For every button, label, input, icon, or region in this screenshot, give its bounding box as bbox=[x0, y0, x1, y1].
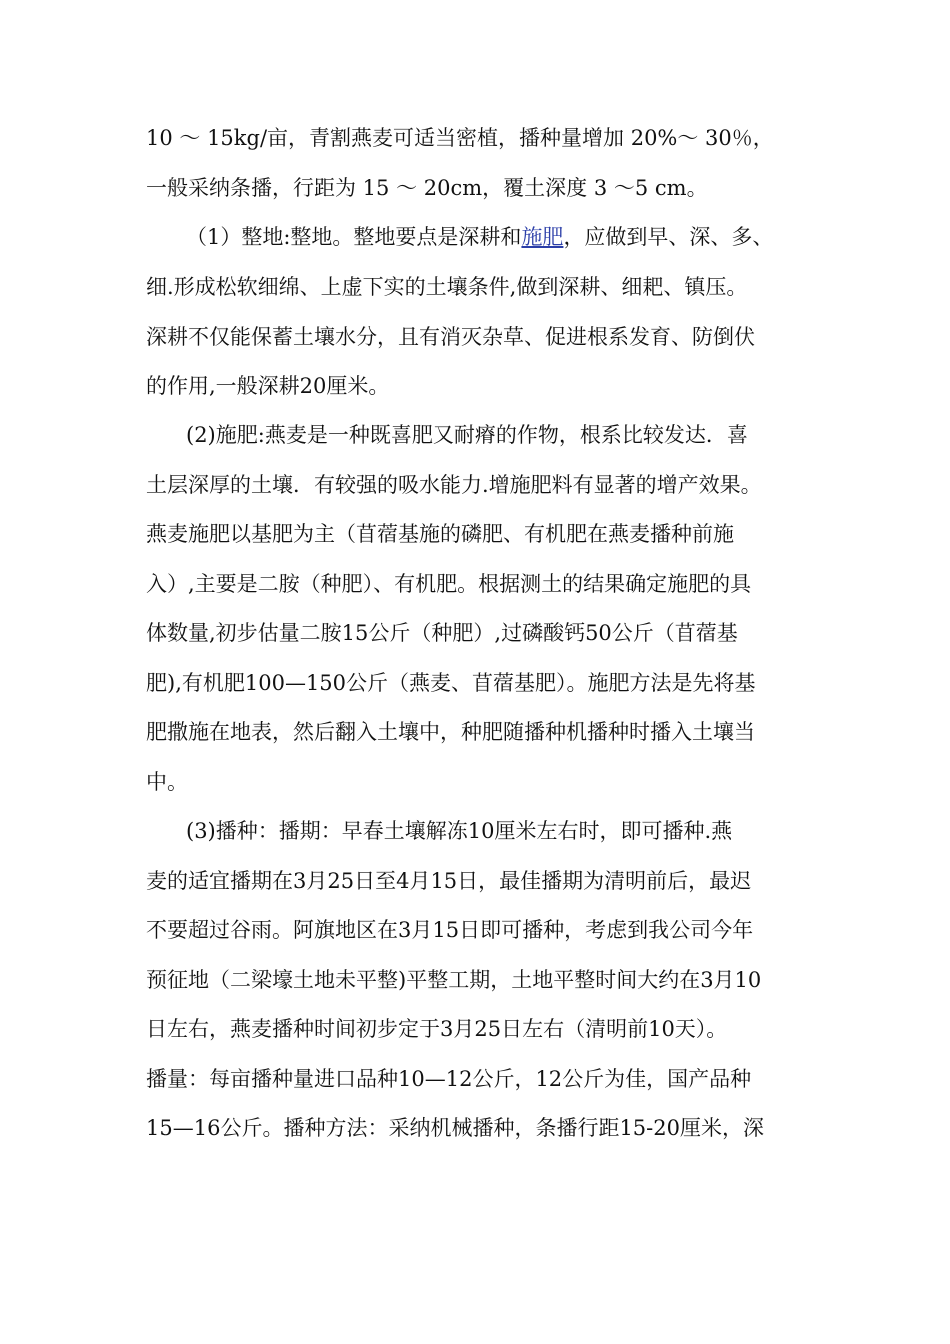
text-line-12: 肥),有机肥100—150公斤（燕麦、苜蓿基肥）。施肥方法是先将基 bbox=[146, 671, 756, 695]
text-line-15: (3)播种：播期：早春土壤解冻10厘米左右时，即可播种.燕 bbox=[186, 819, 733, 843]
text-line-19: 日左右，燕麦播种时间初步定于3月25日左右（清明前10天）。 bbox=[146, 1017, 728, 1041]
text-line-16: 麦的适宜播期在3月25日至4月15日，最佳播期为清明前后，最迟 bbox=[146, 869, 752, 893]
text-line-5: 深耕不仅能保蓄土壤水分，且有消灭杂草、促进根系发育、防倒伏 bbox=[146, 325, 755, 349]
text-line-14: 中。 bbox=[146, 770, 188, 794]
text-line-8: 土层深厚的土壤．有较强的吸水能力.增施肥料有显著的增产效果。 bbox=[146, 473, 762, 497]
text-line-18: 预征地（二梁壕土地未平整)平整工期，土地平整时间大约在3月10 bbox=[146, 968, 762, 992]
text-line-17: 不要超过谷雨。阿旗地区在3月15日即可播种，考虑到我公司今年 bbox=[146, 918, 754, 942]
text-line-9: 燕麦施肥以基肥为主（苜蓿基施的磷肥、有机肥在燕麦播种前施 bbox=[146, 522, 734, 546]
text-line-3 bbox=[186, 220, 773, 254]
text-line-7: (2)施肥:燕麦是一种既喜肥又耐瘠的作物，根系比较发达．喜 bbox=[186, 423, 748, 447]
text-line-21: 15—16公斤。播种方法：采纳机械播种，条播行距15-20厘米，深 bbox=[146, 1116, 764, 1140]
paragraph-1-continue: ，应做到早、深、多、 bbox=[563, 225, 774, 249]
fertilizing-link[interactable]: 施肥 bbox=[521, 225, 564, 249]
text-line-10: 入）,主要是二胺（种肥）、有机肥。根据测土的结果确定施肥的具 bbox=[146, 572, 752, 596]
text-line-6: 的作用,一般深耕20厘米。 bbox=[146, 374, 390, 398]
text-line-1: 10 ～ 15kg/亩，青割燕麦可适当密植，播种量增加 20%～ 30％， bbox=[146, 126, 774, 150]
text-line-11: 体数量,初步估量二胺15公斤（种肥）,过磷酸钙50公斤（苜蓿基 bbox=[146, 621, 738, 645]
paragraph-1-start: （1）整地:整地。整地要点是深耕和 bbox=[186, 225, 522, 249]
text-line-4: 细.形成松软细绵、上虚下实的土壤条件,做到深耕、细耙、镇压。 bbox=[146, 275, 748, 299]
text-line-13: 肥撒施在地表，然后翻入土壤中，种肥随播种机播种时播入土壤当 bbox=[146, 720, 755, 744]
text-line-20: 播量：每亩播种量进口品种10—12公斤，12公斤为佳，国产品种 bbox=[146, 1067, 752, 1091]
text-line-2: 一般采纳条播，行距为 15 ～ 20cm，覆土深度 3 ～5 cm。 bbox=[146, 176, 708, 200]
